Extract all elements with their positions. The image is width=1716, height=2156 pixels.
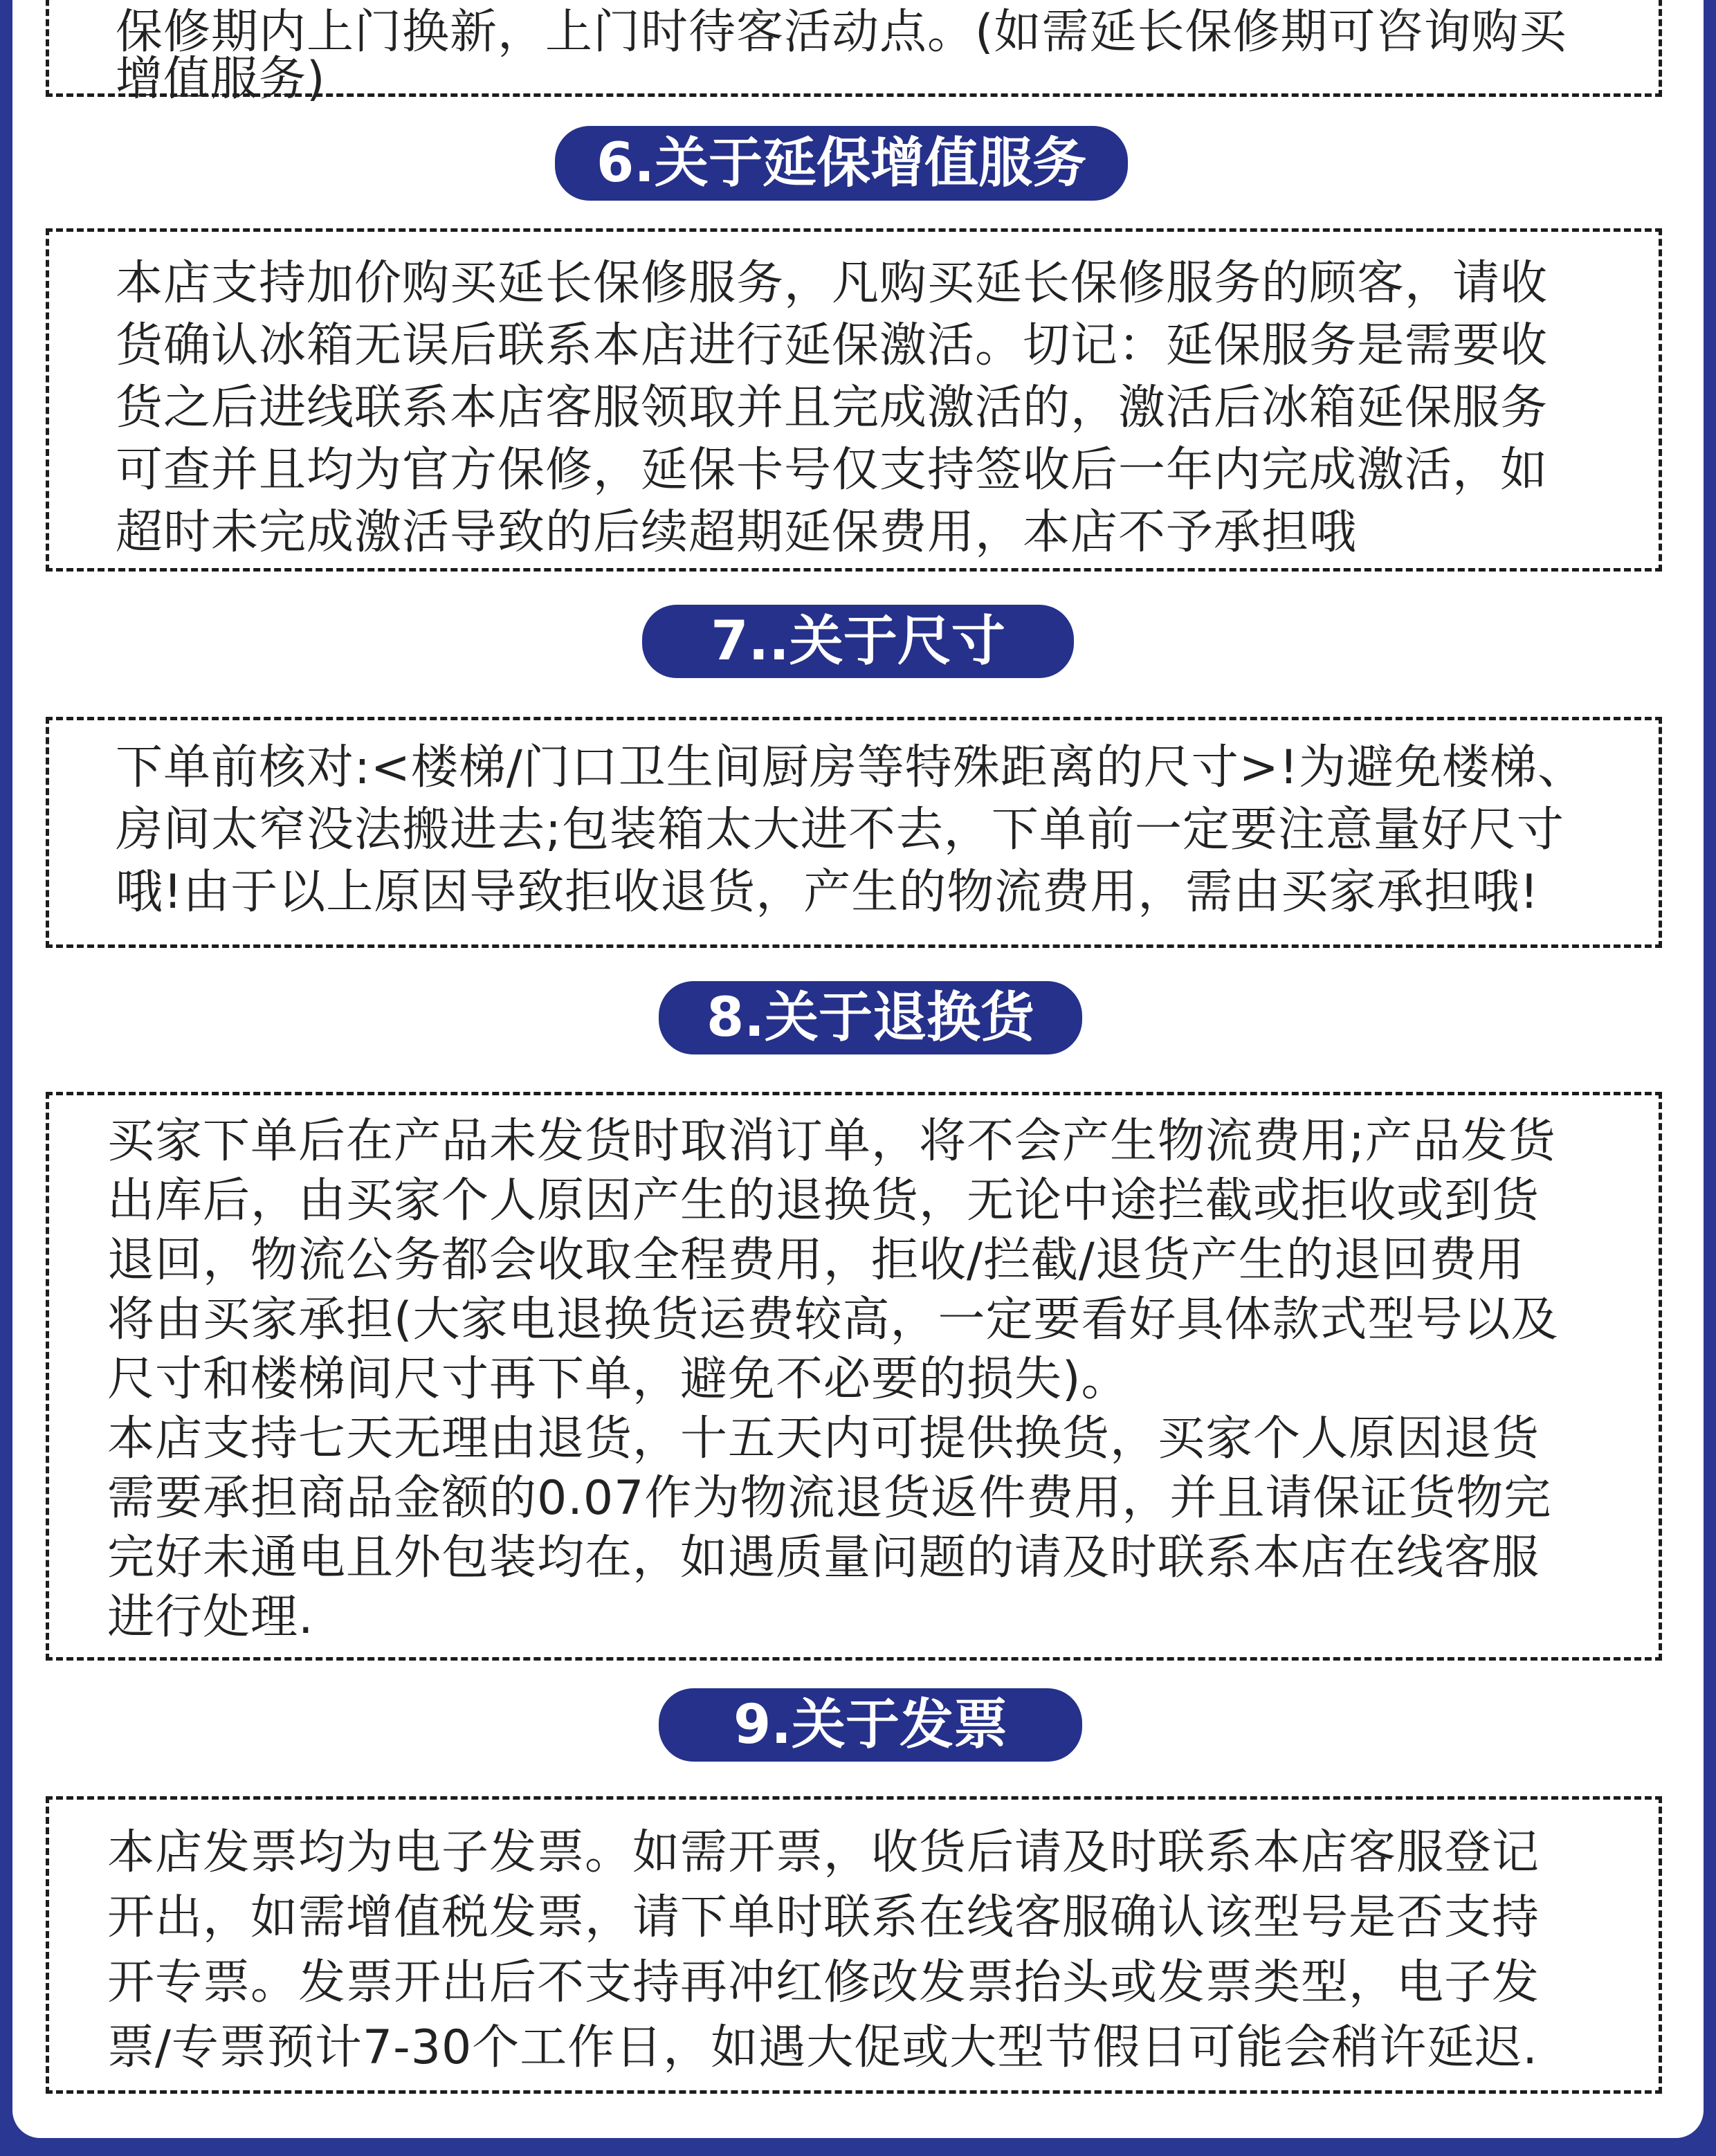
section-title-8: 8.关于退换货 — [659, 981, 1082, 1054]
section-text: 保修期内上门换新，上门时待客活动点。(如需延长保修期可咨询购买 增值服务) — [116, 5, 1567, 107]
section-title-7: 7..关于尺寸 — [642, 605, 1074, 678]
section-box-9 — [46, 1796, 1662, 2094]
section-box-top — [46, 0, 1662, 107]
section-text: 本店支持加价购买延长保修服务，凡购买延长保修服务的顾客，请收 货确认冰箱无误后联系本店进行延保激活。切记：延保服务是需要收 货之后进线联系本店客服领取并且完成激活的，激活后冰箱延保服务 可查并且均为官方保修，延保卡号仅支持签收后一年内完成激活，如 超时未完成激活导致的后续超期延保费用，本店不予承担哦 — [116, 256, 1549, 560]
section-title-9: 9.关于发票 — [659, 1688, 1082, 1762]
section-title-6: 6.关于延保增值服务 — [555, 126, 1128, 201]
section-text: 本店发票均为电子发票。如需开票，收货后请及时联系本店客服登记 开出，如需增值税发票，请下单时联系在线客服确认该型号是否支持 开专票。发票开出后不支持再冲红修改发票抬头或发票类型，电子发 票/专票预计7-30个工作日，如遇大促或大型节假日可能会稍许延迟. — [107, 1825, 1540, 2075]
section-text: 买家下单后在产品未发货时取消订单，将不会产生物流费用;产品发货 出库后，由买家个人原因产生的退换货，无论中途拦截或拒收或到货 退回，物流公务都会收取全程费用，拒收/拦截/退货产生的退回费用 将由买家承担(大家电退换货运费较高，一定要看好具体款式型号以及 尺寸和楼梯间尺寸再下单，避免不必要的损失)。 本店支持七天无理由退货，十五天内可提供换货，买家个人原因退货 需要承担商品金额的0.07作为物流退货返件费用，并且请保证货物完 完好未通电且外包装均在，如遇质量问题的请及时联系本店在线客服 进行处理. — [107, 1114, 1559, 1645]
section-box-7 — [46, 717, 1662, 948]
section-box-6 — [46, 228, 1662, 572]
section-box-8 — [46, 1092, 1662, 1661]
section-text: 下单前核对:<楼梯/门口卫生间厨房等特殊距离的尺寸>!为避免楼梯、 房间太窄没法搬进去;包装箱太大进不去，下单前一定要注意量好尺寸 哦!由于以上原因导致拒收退货，产生的物流费用，需由买家承担哦! — [116, 740, 1586, 920]
